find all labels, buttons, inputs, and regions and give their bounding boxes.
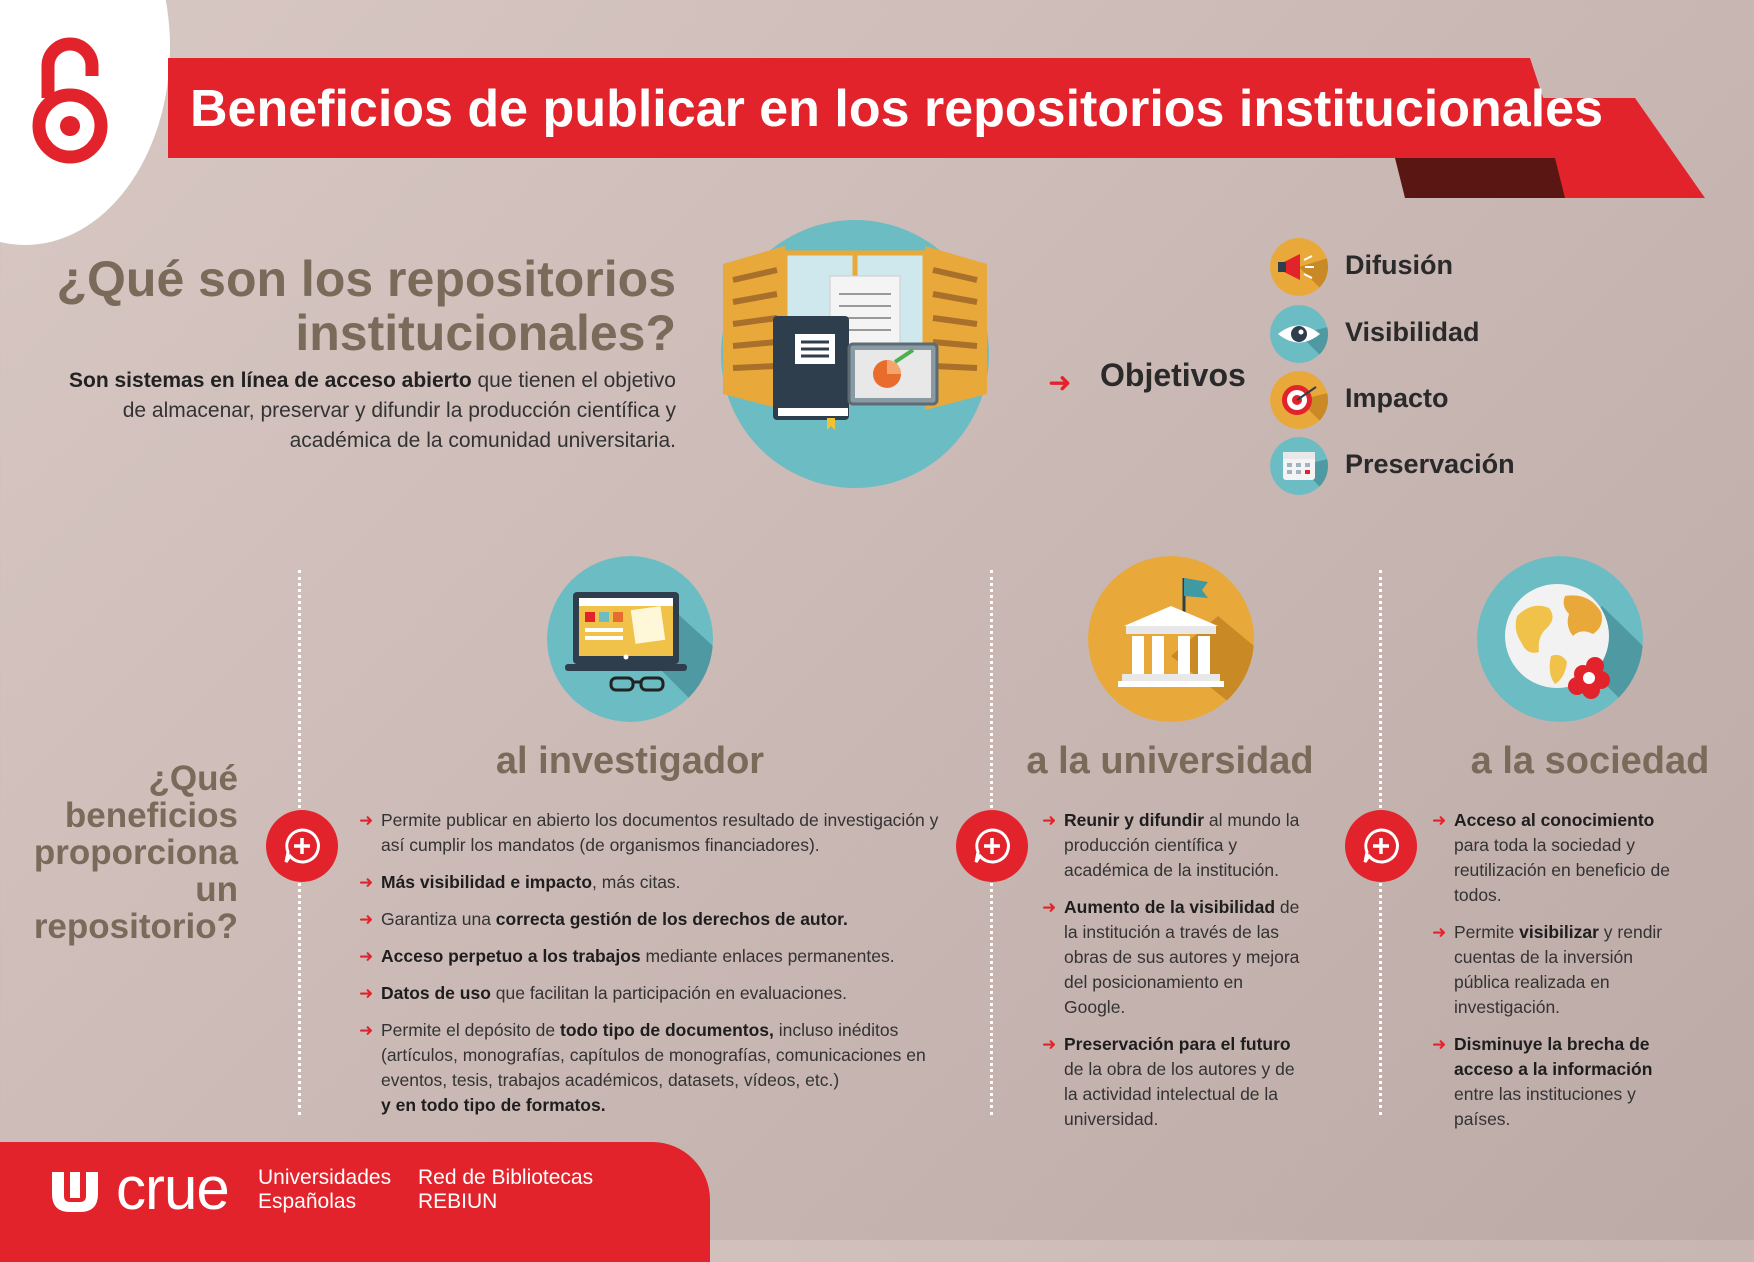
benefit-item: ➜ Permite el depósito de todo tipo de documentos, incluso inéditos (artículos, monografías, capítulos de monografías, comunicaciones en eventos, tesis, trabajos académicos, datasets, vídeos, etc.) y en todo tipo de formatos. xyxy=(359,1018,944,1118)
calendar-icon xyxy=(1270,437,1328,495)
objectives-label: Objetivos xyxy=(1100,357,1246,393)
benefit-item: ➜ Acceso al conocimiento para toda la sociedad y reutilización en beneficio de todos. xyxy=(1432,808,1692,908)
benefit-item: ➜ Disminuye la brecha de acceso a la información entre las instituciones y países. xyxy=(1432,1032,1692,1132)
plus-bubble-icon xyxy=(284,828,320,864)
crue-subtitle: Universidades Españolas xyxy=(258,1166,392,1213)
objective-label: Difusión xyxy=(1345,250,1453,280)
objectives-arrow-icon: ➜ xyxy=(1048,367,1072,398)
plus-bubble-icon xyxy=(974,828,1010,864)
intro-text xyxy=(56,366,676,456)
column-title-researcher: al investigador xyxy=(495,740,765,782)
column-title-society: a la sociedad xyxy=(1470,740,1710,782)
benefit-item: ➜ Permite visibilizar y rendir cuentas de la inversión pública realizada en investigación. xyxy=(1432,920,1692,1020)
benefit-item: ➜ Acceso perpetuo a los trabajos mediante enlaces permanentes. xyxy=(359,944,944,969)
objective-label: Preservación xyxy=(1345,449,1515,479)
plus-bubble-icon xyxy=(1363,828,1399,864)
benefit-list-researcher xyxy=(359,808,944,1130)
repository-window-illustration xyxy=(715,218,995,488)
benefits-heading: ¿Qué beneficios proporciona un repositorio? xyxy=(33,759,238,946)
expand-button[interactable] xyxy=(956,810,1028,882)
intro-heading: ¿Qué son los repositorios institucionales? xyxy=(56,251,676,361)
benefit-item: ➜ Aumento de la visibilidad de la institución a través de las obras de sus autores y mejora del posicionamiento en Google. xyxy=(1042,895,1302,1020)
crue-logo-text: crue xyxy=(116,1155,229,1222)
benefit-list-university xyxy=(1042,808,1302,1144)
benefit-item: ➜ Permite publicar en abierto los documentos resultado de investigación y así cumplir los mandatos (de organismos financiadores). xyxy=(359,808,944,858)
globe-icon xyxy=(1477,556,1643,722)
column-title-university: a la universidad xyxy=(1026,740,1314,782)
intro-text-rest: que tienen el objetivo de almacenar, preservar y difundir la producción científica y académica de la comunidad universitaria. xyxy=(122,369,676,452)
open-access-lock-icon xyxy=(28,36,112,164)
expand-button[interactable] xyxy=(1345,810,1417,882)
university-building-icon xyxy=(1088,556,1254,722)
eye-icon xyxy=(1270,305,1328,363)
laptop-icon xyxy=(547,556,713,722)
target-icon xyxy=(1270,371,1328,429)
benefit-item: ➜ Garantiza una correcta gestión de los derechos de autor. xyxy=(359,907,944,932)
objective-label: Visibilidad xyxy=(1345,317,1480,347)
intro-text-bold: Son sistemas en línea de acceso abierto xyxy=(69,369,472,392)
rebiun-subtitle: Red de Bibliotecas REBIUN xyxy=(418,1166,594,1213)
benefit-item: ➜ Preservación para el futuro de la obra de los autores y de la actividad intelectual de la universidad. xyxy=(1042,1032,1302,1132)
crue-shield-icon xyxy=(52,1172,98,1212)
benefit-item: ➜ Reunir y difundir al mundo la producción científica y académica de la institución. xyxy=(1042,808,1302,883)
benefit-list-society xyxy=(1432,808,1692,1144)
page-title: Beneficios de publicar en los repositorios institucionales xyxy=(190,80,1603,138)
megaphone-icon xyxy=(1270,238,1328,296)
benefit-item: ➜ Datos de uso que facilitan la participación en evaluaciones. xyxy=(359,981,944,1006)
expand-button[interactable] xyxy=(266,810,338,882)
benefit-item: ➜ Más visibilidad e impacto, más citas. xyxy=(359,870,944,895)
objective-label: Impacto xyxy=(1345,383,1449,413)
